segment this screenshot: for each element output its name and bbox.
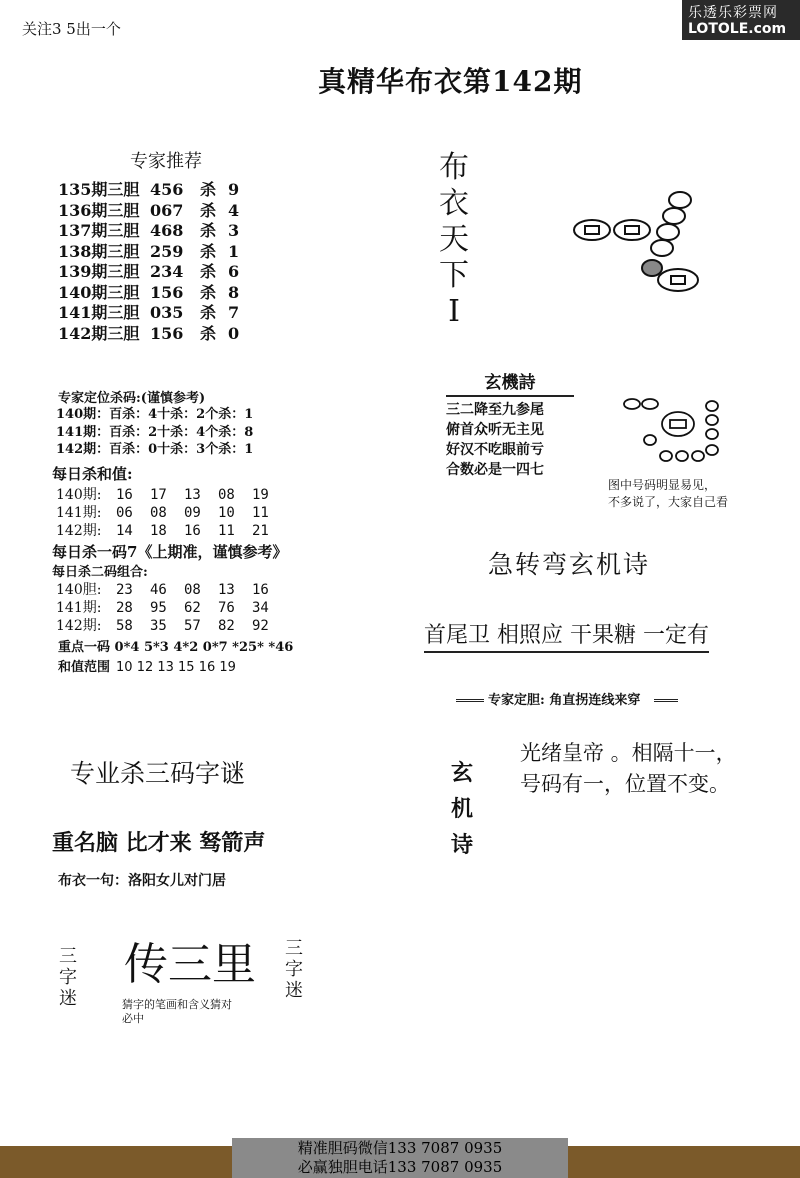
logo-en: LOTOLE.com [688,21,787,37]
buyi-vertical-title: 布衣天下I [439,150,469,329]
row-value: 08 [184,582,201,598]
row-label: 141期: [56,600,102,616]
dingwei-title: 专家定位杀码:(谨慎参考) [58,391,206,406]
coin-icon [692,451,704,461]
coin-chain-diagram [566,188,706,298]
coin-icon [706,415,718,425]
row-value: 35 [150,618,167,634]
poem-line: 好汉不吃眼前亏 [446,442,544,458]
row-value: 76 [218,600,235,616]
xuanji-title: 玄機詩 [446,368,574,397]
hezhi-list [56,486,286,540]
contact-phone: 必赢独胆电话133 7087 0935 [297,1158,503,1176]
coin-icon [662,412,694,436]
coin-icon [658,269,698,291]
row-value: 92 [252,618,269,634]
expert-kill: 杀 [200,241,217,261]
row-value: 16 [116,487,133,503]
sanzi-left: 三字迷 [59,946,77,1009]
coin-hole-icon [670,420,686,428]
list-item [56,581,286,599]
buyi-line: 布衣一句：洛阳女儿对门居 [58,873,226,889]
list-item [58,201,239,222]
expert-kill: 杀 [200,323,217,343]
xjs-line: 号码有一，位置不变。 [520,772,730,796]
list-item [56,486,286,504]
chuan-sanli: 传三里 [124,939,256,990]
list-item [58,324,239,345]
list-item: 140期：百杀：4十杀：2个杀：1 [56,407,254,422]
expert-period: 135期三胆 [58,180,140,199]
row-label: 140胆: [56,582,102,598]
expert-kill: 杀 [200,200,217,220]
poem [446,400,574,480]
erma-list [56,581,286,635]
expert-nums: 468 [150,221,184,240]
coin-icon [676,451,688,461]
expert-nums: 156 [150,323,184,343]
coin-hole-icon [625,226,639,234]
row-value: 09 [184,505,201,521]
yima-line: 每日杀一码7《上期准，谨慎参考》 [52,543,288,561]
guess-hint: 猜字的笔画和含义猜对必中 [122,998,232,1025]
coin-icon [706,429,718,439]
row-value: 57 [184,618,201,634]
expert-nums: 067 [150,200,184,220]
row-value: 62 [184,600,201,616]
expert-period: 141期三胆 [58,303,140,322]
page-title: 真精华布衣第142期 [318,65,583,98]
poem-line: 合数必是一四七 [446,462,544,478]
coin-hole-icon [671,276,685,284]
expert-period: 140期三胆 [58,282,140,302]
divider [654,699,678,702]
row-value: 46 [150,582,167,598]
list-item [56,599,286,617]
expert-k: 9 [228,180,240,199]
row-value: 11 [252,505,269,521]
row-value: 28 [116,600,133,616]
xjs-vertical: 玄机诗 [450,760,473,858]
row-value: 13 [218,582,235,598]
list-item [58,221,239,242]
row-value: 58 [116,618,133,634]
logo-cn: 乐透乐彩票网 [688,5,778,21]
poem-line: 俯首众听无主见 [446,422,544,438]
top-note: 关注3 5出一个 [22,20,121,38]
row-value: 95 [150,600,167,616]
list-item [58,262,239,283]
row-value: 13 [184,487,201,503]
xjs-line: 光绪皇帝 。相隔十一， [520,741,737,765]
xuanji-box [440,368,574,480]
expert-title: 专家推荐 [130,151,202,172]
expert-k: 0 [228,323,240,343]
row-value: 82 [218,618,235,634]
contact-wechat: 精准胆码微信133 7087 0935 [297,1139,503,1157]
row-value: 18 [150,523,167,539]
row-label: 142期: [56,523,102,539]
riddle-title: 专业杀三码字谜 [70,759,246,788]
coin-icon [642,260,662,276]
row-value: 10 [218,505,235,521]
row-label: 141期: [56,505,102,521]
range-value: 10 12 13 15 16 19 [116,660,236,675]
expert-nums: 259 [150,241,184,261]
site-logo[interactable] [682,0,800,40]
coin-icon [706,445,718,455]
list-item [56,522,286,540]
poem-hint-line: 不多说了，大家自己看 [608,495,729,509]
erma-title: 每日杀二码组合: [52,565,148,580]
expert-period: 142期三胆 [58,323,140,343]
answer-line: 首尾卫 相照应 干果糖 一定有 [424,618,709,653]
row-value: 14 [116,523,133,539]
expert-k: 8 [228,282,240,302]
row-label: 142期: [56,618,102,634]
dingwei-list [56,406,253,459]
expert-period: 137期三胆 [58,221,140,240]
expert-k: 1 [228,241,240,261]
list-item [56,617,286,635]
expert-k: 6 [228,262,240,281]
list-item: 141期：百杀：2十杀：4个杀：8 [56,424,254,440]
divider [456,699,484,702]
expert-nums: 456 [150,180,184,199]
poem-line: 三二降至九参尾 [446,402,544,418]
list-item [58,180,239,201]
focus-line: 重点一码 0*4 5*3 4*2 0*7 *25* *46 [58,640,294,655]
coin-icon [574,220,610,240]
coin-icon [657,224,679,240]
expert-kill: 杀 [200,282,217,302]
riddle-words: 重名脑 比才来 驽箭声 [52,830,266,856]
coin-icon [644,435,656,445]
expert-kill: 杀 [200,180,217,199]
range-label: 和值范围 [58,660,111,675]
coin-icon [614,220,650,240]
row-value: 23 [116,582,133,598]
coin-icon [651,240,673,256]
expert-k: 7 [228,303,240,322]
expert-k: 4 [228,200,240,220]
coin-icon [642,399,658,409]
expert-kill: 杀 [200,303,217,322]
contact-box[interactable] [232,1138,568,1178]
row-value: 19 [252,487,269,503]
row-value: 11 [218,523,235,539]
expert-kill: 杀 [200,262,217,281]
expert-period: 136期三胆 [58,200,140,220]
coin-hole-icon [585,226,599,234]
jizhuan-title: 急转弯玄机诗 [488,550,651,579]
poem-hint-line: 图中号码明显易见， [608,478,717,492]
expert-list [58,180,239,344]
expert-period: 138期三胆 [58,241,140,261]
range-line [58,656,236,675]
row-value: 17 [150,487,167,503]
list-item [58,283,239,304]
number-diagram [622,390,732,470]
sanzi-right: 三字迷 [285,938,303,1001]
coin-icon [669,192,691,208]
list-item [58,303,239,324]
row-value: 34 [252,600,269,616]
expert-period: 139期三胆 [58,262,140,281]
list-item [56,504,286,522]
row-value: 21 [252,523,269,539]
xjs-text [520,738,737,800]
poem-hint [608,477,728,511]
coin-icon [660,451,672,461]
row-label: 140期: [56,487,102,503]
expert-nums: 156 [150,282,184,302]
coin-icon [706,401,718,411]
expert-k: 3 [228,221,240,240]
expert-nums: 035 [150,303,184,322]
coin-icon [663,208,685,224]
row-value: 16 [184,523,201,539]
row-value: 16 [252,582,269,598]
expert-kill: 杀 [200,221,217,240]
list-item: 142期：百杀：0十杀：3个杀：1 [56,442,254,457]
dingdan-text: 专家定胆: 角直拐连线来穿 [488,693,641,708]
row-value: 08 [218,487,235,503]
list-item [58,242,239,263]
dingdan-line [452,689,678,708]
row-value: 06 [116,505,133,521]
hezhi-title: 每日杀和值: [52,465,133,483]
expert-nums: 234 [150,262,184,281]
row-value: 08 [150,505,167,521]
coin-icon [624,399,640,409]
